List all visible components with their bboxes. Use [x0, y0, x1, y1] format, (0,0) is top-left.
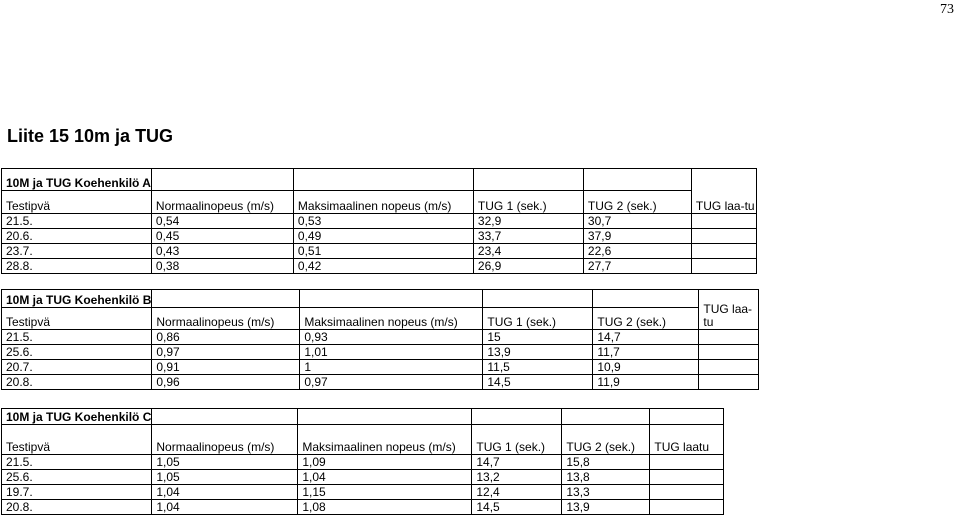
table-cell: 0,93: [300, 330, 483, 345]
table-cell: 11,7: [593, 345, 699, 360]
table-cell: 27,7: [583, 259, 691, 274]
table-cell: 0,51: [293, 244, 473, 259]
table-heading-row: [2, 409, 724, 425]
column-header: TUG 2 (sek.): [583, 191, 691, 214]
table-cell: [699, 375, 759, 390]
table-cell: 28.8.: [2, 259, 152, 274]
table-cell: [699, 360, 759, 375]
table-cell: 23.7.: [2, 244, 152, 259]
table-cell: 1,09: [298, 455, 472, 470]
column-header: TUG 2 (sek.): [562, 425, 650, 455]
column-header: Maksimaalinen nopeus (m/s): [300, 308, 483, 330]
column-header: TUG laa-tu: [699, 290, 759, 330]
table-cell: 21.5.: [2, 455, 152, 470]
table-cell: 1,05: [152, 455, 298, 470]
table-cell: 0,97: [152, 345, 300, 360]
table-cell: 30,7: [583, 214, 691, 229]
table-cell: [691, 214, 756, 229]
column-header: Testipvä: [2, 425, 152, 455]
column-header: Normaalinopeus (m/s): [152, 308, 300, 330]
table-cell: 25.6.: [2, 345, 152, 360]
table-cell: [699, 345, 759, 360]
table-row: [2, 345, 759, 360]
table-row: [2, 500, 724, 515]
column-header: TUG laatu: [650, 425, 724, 455]
table-cell: 14,5: [483, 375, 593, 390]
table-row: [2, 244, 757, 259]
table-heading: 10M ja TUG Koehenkilö A: [2, 169, 152, 191]
table-heading: 10M ja TUG Koehenkilö C: [2, 409, 152, 425]
table-cell: 10,9: [593, 360, 699, 375]
table-row: [2, 330, 759, 345]
table-cell: 13,9: [483, 345, 593, 360]
table-cell: 1,08: [298, 500, 472, 515]
table-cell: 11,9: [593, 375, 699, 390]
table-heading-row: [2, 169, 757, 191]
column-header: Normaalinopeus (m/s): [152, 425, 298, 455]
table-cell: 33,7: [473, 229, 583, 244]
table-cell: 13,8: [562, 470, 650, 485]
table-cell: [650, 485, 724, 500]
table-cell: 0,45: [151, 229, 293, 244]
table-cell: 20.8.: [2, 375, 152, 390]
table-cell: [650, 470, 724, 485]
table-cell: [691, 259, 756, 274]
page-title: Liite 15 10m ja TUG: [7, 126, 174, 146]
table-cell: [691, 229, 756, 244]
table-cell: 1,04: [152, 500, 298, 515]
table-cell: 0,96: [152, 375, 300, 390]
table-cell: 1,05: [152, 470, 298, 485]
column-header: TUG 1 (sek.): [483, 308, 593, 330]
table-row: [2, 375, 759, 390]
column-header: TUG laa-tu: [691, 169, 756, 214]
page-number: 73: [940, 2, 954, 17]
column-header: Testipvä: [2, 191, 152, 214]
table-cell: 0,86: [152, 330, 300, 345]
table-cell: 15,8: [562, 455, 650, 470]
table-cell: 1,04: [298, 470, 472, 485]
table-cell: 14,5: [472, 500, 562, 515]
table-koehenkilo-a: [1, 168, 757, 274]
table-row: [2, 485, 724, 500]
table-cell: 11,5: [483, 360, 593, 375]
table-cell: 20.6.: [2, 229, 152, 244]
column-header: Testipvä: [2, 308, 152, 330]
table-cell: 13,9: [562, 500, 650, 515]
table-koehenkilo-b: [1, 289, 759, 390]
table-cell: [691, 244, 756, 259]
table-cell: 26,9: [473, 259, 583, 274]
table-cell: 19.7.: [2, 485, 152, 500]
column-header: Maksimaalinen nopeus (m/s): [293, 191, 473, 214]
table-cell: 20.8.: [2, 500, 152, 515]
table-cell: 0,49: [293, 229, 473, 244]
table-cell: 12,4: [472, 485, 562, 500]
table-cell: 0,97: [300, 375, 483, 390]
table-cell: 0,43: [151, 244, 293, 259]
table-cell: 1,04: [152, 485, 298, 500]
header-row: [2, 425, 724, 455]
table-cell: [650, 455, 724, 470]
table-koehenkilo-c: [1, 408, 724, 515]
column-header: TUG 1 (sek.): [473, 191, 583, 214]
table-cell: 20.7.: [2, 360, 152, 375]
table-cell: 13,3: [562, 485, 650, 500]
table-cell: [650, 500, 724, 515]
column-header: Maksimaalinen nopeus (m/s): [298, 425, 472, 455]
table-cell: 1,01: [300, 345, 483, 360]
table-row: [2, 470, 724, 485]
table-cell: 21.5.: [2, 214, 152, 229]
table-cell: 25.6.: [2, 470, 152, 485]
column-header: TUG 2 (sek.): [593, 308, 699, 330]
header-row: [2, 308, 759, 330]
table-cell: 15: [483, 330, 593, 345]
table-cell: 0,38: [151, 259, 293, 274]
table-cell: 13,2: [472, 470, 562, 485]
table-heading: 10M ja TUG Koehenkilö B: [2, 290, 152, 308]
table-cell: 21.5.: [2, 330, 152, 345]
table-cell: 22,6: [583, 244, 691, 259]
table-row: [2, 229, 757, 244]
table-heading-row: [2, 290, 759, 308]
table-row: [2, 259, 757, 274]
table-row: [2, 455, 724, 470]
table-cell: 0,91: [152, 360, 300, 375]
table-cell: 32,9: [473, 214, 583, 229]
table-cell: 23,4: [473, 244, 583, 259]
table-cell: 1,15: [298, 485, 472, 500]
table-cell: [699, 330, 759, 345]
table-cell: 14,7: [472, 455, 562, 470]
table-cell: 0,42: [293, 259, 473, 274]
table-cell: 0,54: [151, 214, 293, 229]
column-header: TUG 1 (sek.): [472, 425, 562, 455]
table-row: [2, 360, 759, 375]
header-row: [2, 191, 757, 214]
table-cell: 1: [300, 360, 483, 375]
table-cell: 14,7: [593, 330, 699, 345]
table-row: [2, 214, 757, 229]
table-cell: 0,53: [293, 214, 473, 229]
table-cell: 37,9: [583, 229, 691, 244]
column-header: Normaalinopeus (m/s): [151, 191, 293, 214]
